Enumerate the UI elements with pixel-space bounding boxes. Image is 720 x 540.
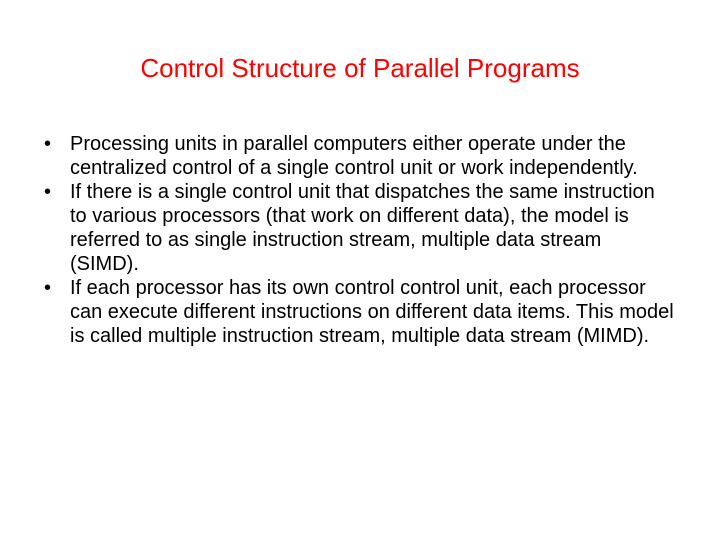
bullet-text: If each processor has its own control control unit, each processor can execute different instructions on different data items. This model is called multiple instruction stream, multiple data stream (MIMD). — [70, 277, 674, 347]
bullet-text: If there is a single control unit that dispatches the same instruction to various processors (that work on different data), the model is referred to as single instruction stream, multiple data stream (SIMD). — [70, 181, 655, 275]
bullet-dot-icon: • — [44, 277, 52, 299]
bullet-item — [44, 180, 674, 276]
bullet-dot-icon: • — [44, 133, 52, 155]
bullet-dot-icon: • — [44, 181, 52, 203]
bullet-list — [44, 132, 674, 348]
bullet-item — [44, 276, 674, 348]
slide-title: Control Structure of Parallel Programs — [140, 53, 580, 83]
bullet-item — [44, 132, 674, 180]
bullet-text: Processing units in parallel computers either operate under the centralized control of a single control unit or work independently. — [70, 133, 638, 179]
